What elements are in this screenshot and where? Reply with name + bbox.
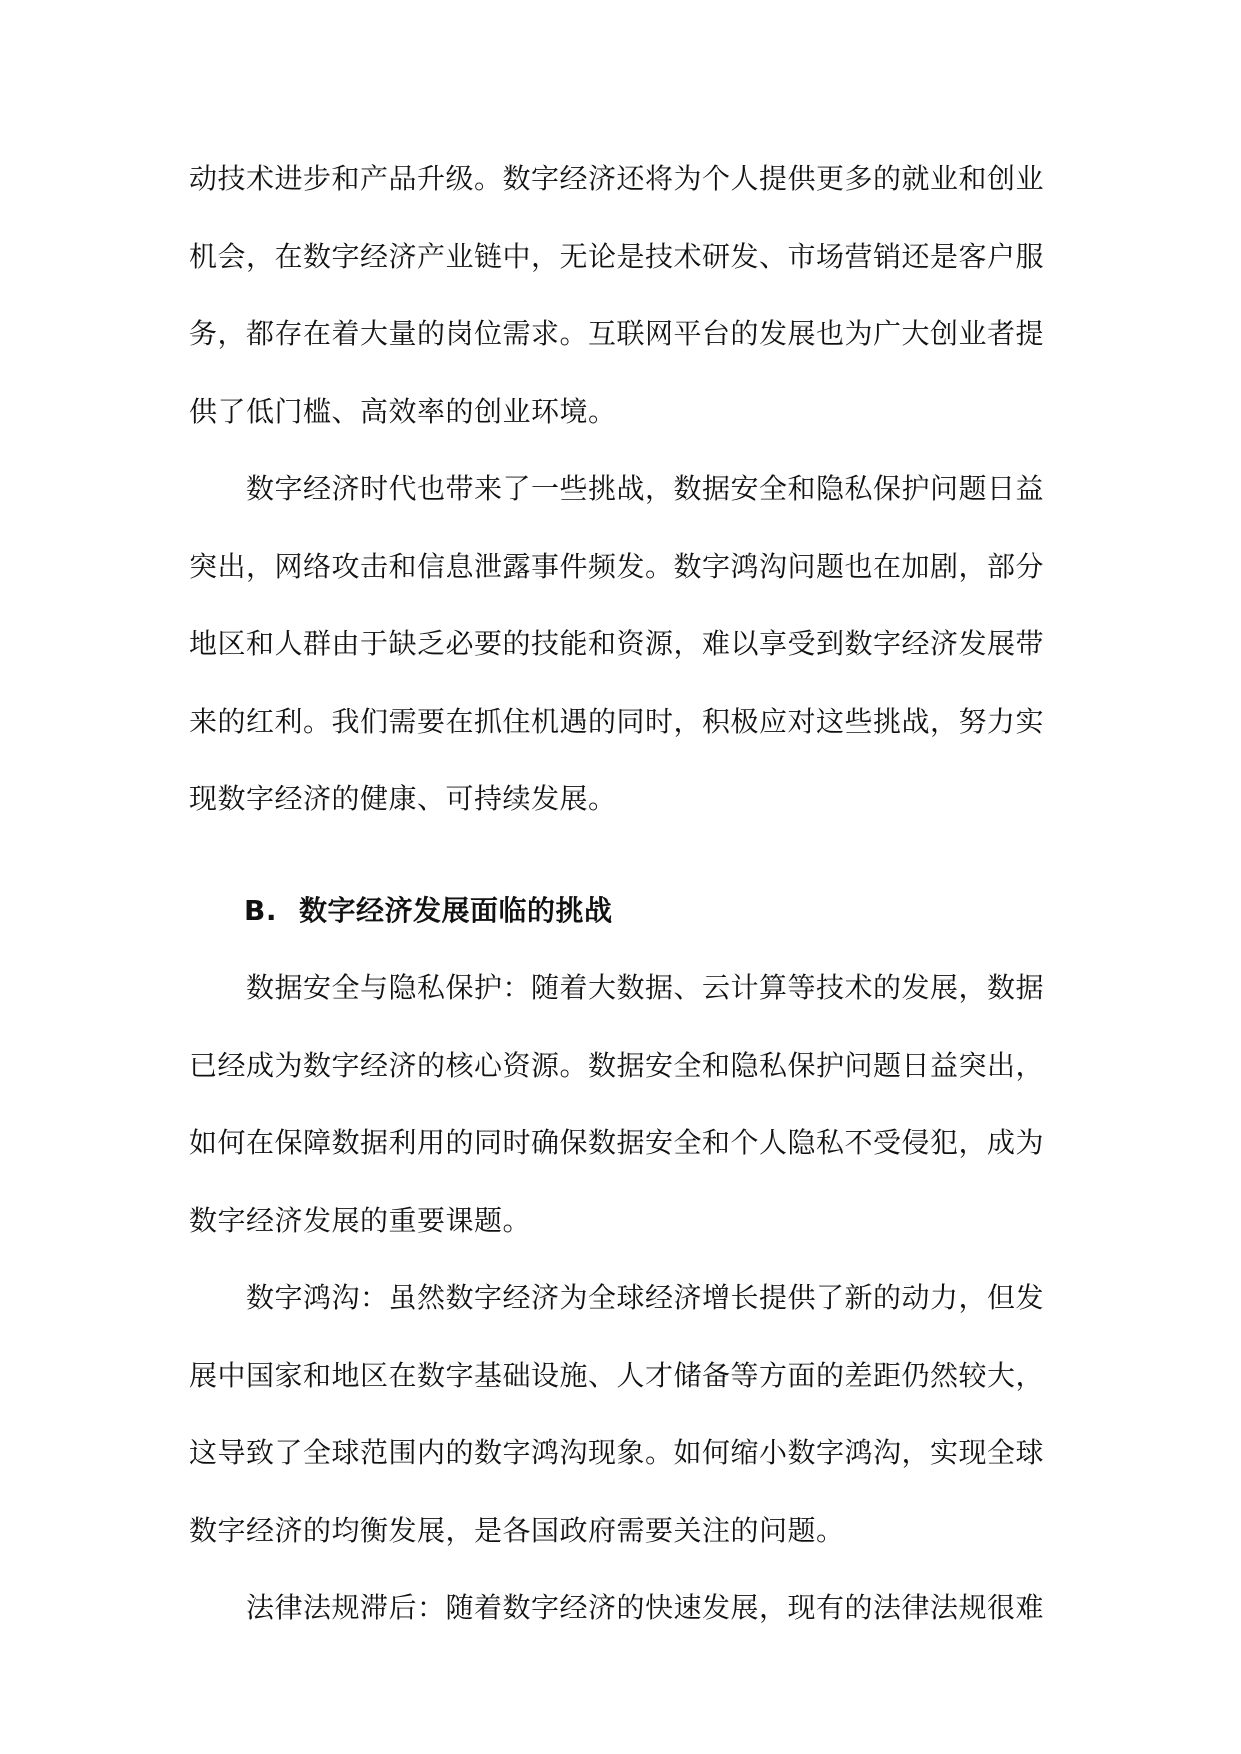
text-line: 来的红利。我们需要在抓住机遇的同时，积极应对这些挑战，努力实 [189,704,1045,738]
text-line: 数字经济发展的重要课题。 [189,1203,532,1237]
text-line: 数字鸿沟：虽然数字经济为全球经济增长提供了新的动力，但发 [246,1281,1045,1314]
text-line: 已经成为数字经济的核心资源。数据安全和隐私保护问题日益突出， [189,1048,1045,1082]
text-line: 如何在保障数据利用的同时确保数据安全和个人隐私不受侵犯，成为 [189,1126,1045,1159]
paragraph-digital-divide [189,1259,1055,1569]
text-line: 地区和人群由于缺乏必要的技能和资源，难以享受到数字经济发展带 [189,627,1045,660]
text-line: 务，都存在着大量的岗位需求。互联网平台的发展也为广大创业者提 [189,317,1045,350]
text-line: 供了低门槛、高效率的创业环境。 [189,394,617,428]
paragraph-employment [189,140,1055,450]
section-marker: B. [244,893,277,927]
paragraph-challenges-intro [189,450,1055,838]
text-line: 突出，网络攻击和信息泄露事件频发。数字鸿沟问题也在加剧，部分 [189,549,1045,583]
text-line: 现数字经济的健康、可持续发展。 [189,782,617,815]
text-line: 机会，在数字经济产业链中，无论是技术研发、市场营销还是客户服 [189,239,1045,273]
document-body [189,140,1055,1647]
text-line: 数字经济的均衡发展，是各国政府需要关注的问题。 [189,1513,845,1547]
text-line: 动技术进步和产品升级。数字经济还将为个人提供更多的就业和创业 [189,162,1045,195]
section-title: 数字经济发展面临的挑战 [298,893,613,927]
text-line: 法律法规滞后：随着数字经济的快速发展，现有的法律法规很难 [246,1591,1045,1624]
text-line: 数据安全与隐私保护：随着大数据、云计算等技术的发展，数据 [246,971,1045,1004]
text-line: 展中国家和地区在数字基础设施、人才储备等方面的差距仍然较大， [189,1358,1045,1392]
text-line: 这导致了全球范围内的数字鸿沟现象。如何缩小数字鸿沟，实现全球 [189,1436,1045,1469]
section-heading [189,872,1055,950]
text-line: 数字经济时代也带来了一些挑战，数据安全和隐私保护问题日益 [246,472,1045,505]
paragraph-legal-lag [189,1569,1055,1647]
paragraph-data-security [189,949,1055,1259]
